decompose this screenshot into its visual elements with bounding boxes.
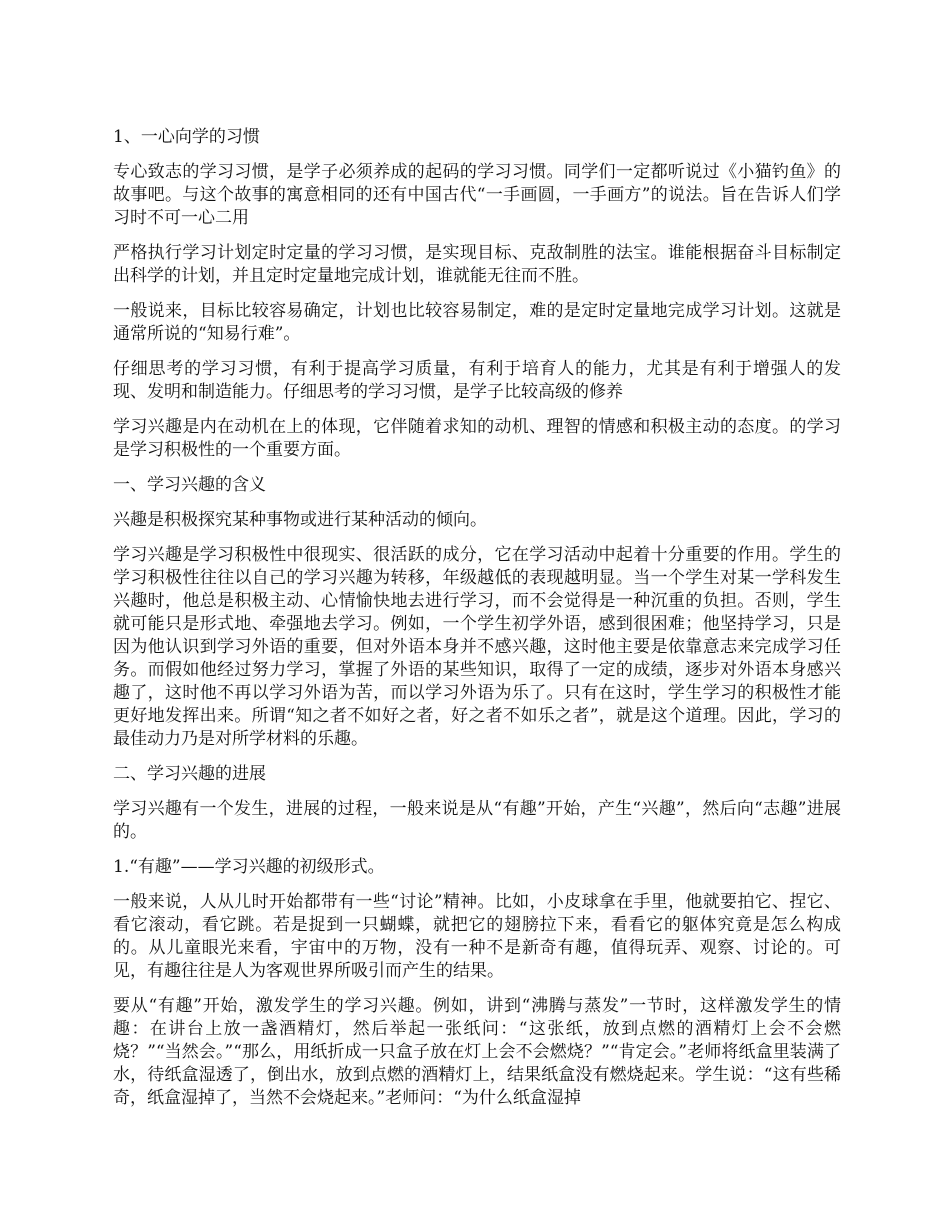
paragraph: 一般说来，目标比较容易确定，计划也比较容易制定，难的是定时定量地完成学习计划。这就是通常所说的“知易行难”。 xyxy=(113,301,841,344)
section-heading-1: 1、一心向学的习惯 xyxy=(113,127,260,147)
paragraph: 一般来说，人从儿时开始都带有一些“讨论”精神。比如，小皮球拿在手里，他就要拍它、捏它、看它滚动，看它跳。若是捉到一只蝴蝶，就把它的翅膀拉下来，看看它的躯体究竟是怎么构成的。从儿童眼光来看，宇宙中的万物，没有一种不是新奇有趣，值得玩弄、观察、讨论的。可见，有趣往往是人为客观世界所吸引而产生的结果。 xyxy=(113,892,841,981)
paragraph: 要从“有趣”开始，激发学生的学习兴趣。例如，讲到“沸腾与蒸发”一节时，这样激发学生的情趣：在讲台上放一盏酒精灯，然后举起一张纸问：“这张纸，放到点燃的酒精灯上会不会燃烧？”“当然会。”“那么，用纸折成一只盒子放在灯上会不会燃烧？”“肯定会。”老师将纸盒里装满了水，待纸盒湿透了，倒出水，放到点燃的酒精灯上，结果纸盒没有燃烧起来。学生说：“这有些稀奇，纸盒湿掉了，当然不会烧起来。”老师问：“为什么纸盒湿掉 xyxy=(113,996,841,1108)
paragraph: 学习兴趣有一个发生，进展的过程，一般来说是从“有趣”开始，产生“兴趣”，然后向“志趣”进展的。 xyxy=(113,799,841,842)
paragraph: 专心致志的学习习惯，是学子必须养成的起码的学习习惯。同学们一定都听说过《小猫钓鱼》的故事吧。与这个故事的寓意相同的还有中国古代“一手画圆，一手画方”的说法。旨在告诉人们学习时不可一心二用 xyxy=(113,162,841,228)
paragraph: 学习兴趣是内在动机在上的体现，它伴随着求知的动机、理智的情感和积极主动的态度。的学习是学习积极性的一个重要方面。 xyxy=(113,417,841,460)
section-heading-2: 一、学习兴趣的含义 xyxy=(113,475,266,495)
subheading: 1.“有趣”——学习兴趣的初级形式。 xyxy=(113,857,385,877)
section-heading-3: 二、学习兴趣的进展 xyxy=(113,764,266,784)
paragraph: 仔细思考的学习习惯，有利于提高学习质量，有利于培育人的能力，尤其是有利于增强人的发现、发明和制造能力。仔细思考的学习习惯，是学子比较高级的修养 xyxy=(113,359,841,402)
document-body xyxy=(113,126,841,1122)
paragraph: 兴趣是积极探究某种事物或进行某种活动的倾向。 xyxy=(113,510,487,530)
paragraph: 严格执行学习计划定时定量的学习习惯，是实现目标、克敌制胜的法宝。谁能根据奋斗目标制定出科学的计划，并且定时定量地完成计划，谁就能无往而不胜。 xyxy=(113,243,841,286)
paragraph: 学习兴趣是学习积极性中很现实、很活跃的成分，它在学习活动中起着十分重要的作用。学生的学习积极性往往以自己的学习兴趣为转移，年级越低的表现越明显。当一个学生对某一学科发生兴趣时，他总是积极主动、心情愉快地去进行学习，而不会觉得是一种沉重的负担。否则，学生就可能只是形式地、牵强地去学习。例如，一个学生初学外语，感到很困难；他坚持学习，只是因为他认识到学习外语的重要，但对外语本身并不感兴趣，这时他主要是依靠意志来完成学习任务。而假如他经过努力学习，掌握了外语的某些知识，取得了一定的成绩，逐步对外语本身感兴趣了，这时他不再以学习外语为苦，而以学习外语为乐了。只有在这时，学生学习的积极性才能更好地发挥出来。所谓“知之者不如好之者，好之者不如乐之者”，就是这个道理。因此，学习的最佳动力乃是对所学材料的乐趣。 xyxy=(113,545,841,749)
